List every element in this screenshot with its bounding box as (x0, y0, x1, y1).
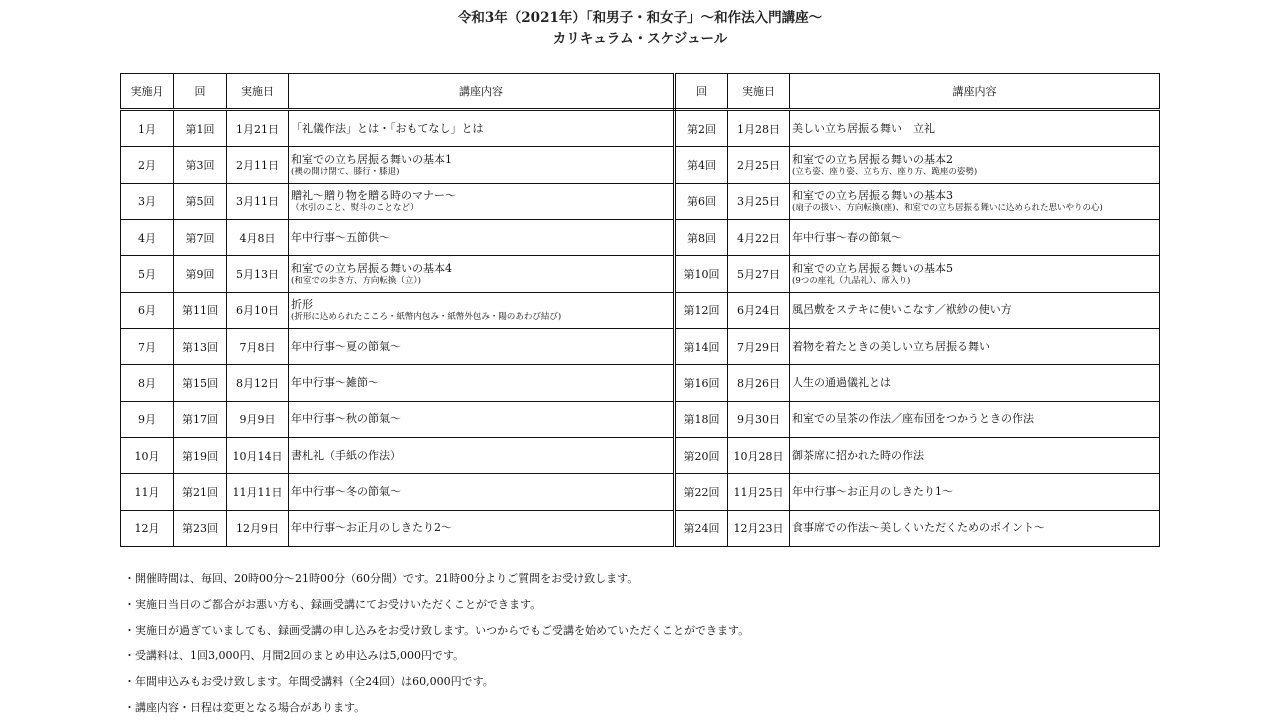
header-session: 回 (174, 74, 227, 110)
content-cell-title: 人生の通過儀礼とは (792, 375, 891, 389)
note-item: ・開催時間は、毎回、20時00分～21時00分（60分間）です。21時00分よりご質問をお受け致します。 (124, 572, 639, 585)
month-cell: 11月 (121, 474, 174, 510)
title-line-2: カリキュラム・スケジュール (552, 31, 728, 47)
note-item: ・受講料は、1回3,000円、月間2回のまとめ申込みは5,000円です。 (124, 649, 465, 663)
session-cell: 第19回 (174, 437, 227, 473)
session-cell: 第3回 (174, 147, 227, 183)
header-date-2: 実施日 (728, 74, 790, 110)
date-cell: 11月11日 (227, 474, 289, 510)
table-row (121, 329, 1160, 365)
content-cell-title: 和室での立ち居振る舞いの基本3 (792, 188, 953, 202)
content-cell (289, 401, 675, 437)
session-cell: 第24回 (675, 510, 728, 546)
table-row (121, 183, 1160, 219)
title-line-1: 令和3年（2021年）「和男子・和女子」～和作法入門講座～ (457, 10, 823, 26)
content-cell (790, 401, 1160, 437)
date-cell: 4月8日 (227, 220, 289, 256)
date-cell: 2月25日 (728, 147, 790, 183)
table-row (121, 401, 1160, 437)
content-cell-title: 和室での呈茶の作法／座布団をつかうときの作法 (792, 412, 1034, 426)
content-cell-detail: (折形に込められたこころ・紙幣内包み・紙幣外包み・陽のあわび結び) (291, 311, 562, 322)
session-cell: 第13回 (174, 329, 227, 365)
content-cell-title: 風呂敷をステキに使いこなす／袱紗の使い方 (792, 303, 1012, 317)
date-cell: 7月29日 (728, 329, 790, 365)
session-cell: 第22回 (675, 474, 728, 510)
table-row (121, 110, 1160, 147)
content-cell (790, 292, 1160, 328)
content-cell-title: 美しい立ち居振る舞い 立礼 (792, 121, 935, 135)
content-cell-title: 着物を着たときの美しい立ち居振る舞い (792, 339, 990, 353)
note-item: ・実施日が過ぎていましても、録画受講の申し込みをお受け致します。いつからでもご受講を始めていただくことができます。 (124, 623, 750, 637)
content-cell-title: 年中行事～冬の節氣～ (291, 484, 401, 498)
note-item: ・講座内容・日程は変更となる場合があります。 (124, 700, 366, 714)
session-cell: 第15回 (174, 365, 227, 401)
table-row (121, 474, 1160, 510)
content-cell-title: 和室での立ち居振る舞いの基本5 (792, 261, 953, 275)
content-cell-title: 書札礼（手紙の作法） (291, 448, 401, 462)
document-title (0, 8, 1280, 50)
content-cell (790, 183, 1160, 219)
date-cell: 8月26日 (728, 365, 790, 401)
content-cell-title: 年中行事～夏の節氣～ (291, 339, 401, 353)
header-month: 実施月 (121, 74, 174, 110)
table-row (121, 147, 1160, 183)
content-cell (790, 110, 1160, 147)
content-cell (289, 437, 675, 473)
session-cell: 第6回 (675, 183, 728, 219)
content-cell (790, 329, 1160, 365)
table-header-row (121, 74, 1160, 110)
date-cell: 11月25日 (728, 474, 790, 510)
content-cell-title: 和室での立ち居振る舞いの基本4 (291, 261, 452, 275)
table-row (121, 510, 1160, 546)
table-row (121, 365, 1160, 401)
month-cell: 8月 (121, 365, 174, 401)
date-cell: 8月12日 (227, 365, 289, 401)
content-cell-title: 贈礼～贈り物を贈る時のマナー～ (291, 188, 456, 202)
date-cell: 12月9日 (227, 510, 289, 546)
month-cell: 7月 (121, 329, 174, 365)
date-cell: 3月25日 (728, 183, 790, 219)
content-cell-title: 折形 (291, 297, 313, 311)
session-cell: 第5回 (174, 183, 227, 219)
date-cell: 1月21日 (227, 110, 289, 147)
date-cell: 5月13日 (227, 256, 289, 292)
session-cell: 第9回 (174, 256, 227, 292)
month-cell: 5月 (121, 256, 174, 292)
date-cell: 7月8日 (227, 329, 289, 365)
content-cell-detail: (襖の開け閉て、膝行・膝退) (291, 166, 400, 177)
date-cell: 12月23日 (728, 510, 790, 546)
content-cell (790, 437, 1160, 473)
month-cell: 6月 (121, 292, 174, 328)
content-cell-detail: (立ち姿、座り姿、立ち方、座り方、跪座の姿勢) (792, 166, 978, 177)
content-cell-title: 年中行事～お正月のしきたり2～ (291, 521, 452, 535)
table-row (121, 220, 1160, 256)
content-cell-title: 「礼儀作法」とは・「おもてなし」とは (291, 121, 484, 135)
session-cell: 第18回 (675, 401, 728, 437)
header-content-2: 講座内容 (790, 74, 1160, 110)
content-cell (790, 510, 1160, 546)
content-cell-title: 年中行事～春の節氣～ (792, 230, 902, 244)
date-cell: 10月14日 (227, 437, 289, 473)
content-cell-title: 年中行事～五節供～ (291, 230, 390, 244)
table-row (121, 292, 1160, 328)
session-cell: 第10回 (675, 256, 728, 292)
content-cell (289, 510, 675, 546)
date-cell: 5月27日 (728, 256, 790, 292)
content-cell (790, 147, 1160, 183)
note-item: ・年間申込みもお受け致します。年間受講料（全24回）は60,000円です。 (124, 675, 494, 689)
date-cell: 10月28日 (728, 437, 790, 473)
month-cell: 1月 (121, 110, 174, 147)
header-session-2: 回 (675, 74, 728, 110)
content-cell (289, 474, 675, 510)
session-cell: 第14回 (675, 329, 728, 365)
session-cell: 第7回 (174, 220, 227, 256)
schedule-table (120, 73, 1160, 547)
content-cell (289, 292, 675, 328)
notes-list (124, 566, 1224, 721)
content-cell (289, 147, 675, 183)
content-cell (790, 220, 1160, 256)
session-cell: 第4回 (675, 147, 728, 183)
date-cell: 1月28日 (728, 110, 790, 147)
date-cell: 4月22日 (728, 220, 790, 256)
session-cell: 第20回 (675, 437, 728, 473)
session-cell: 第2回 (675, 110, 728, 147)
note-item: ・実施日当日のご都合がお悪い方も、録画受講にてお受けいただくことができます。 (124, 597, 542, 611)
session-cell: 第8回 (675, 220, 728, 256)
session-cell: 第12回 (675, 292, 728, 328)
content-cell-title: 御茶席に招かれた時の作法 (792, 448, 924, 462)
session-cell: 第11回 (174, 292, 227, 328)
content-cell-detail: (9つの座礼（九品礼）、席入り) (792, 275, 911, 286)
date-cell: 9月30日 (728, 401, 790, 437)
header-content: 講座内容 (289, 74, 675, 110)
content-cell (289, 183, 675, 219)
month-cell: 3月 (121, 183, 174, 219)
session-cell: 第17回 (174, 401, 227, 437)
content-cell-detail: (扇子の扱い、方向転換(座)、和室での立ち居振る舞いに込められた思いやりの心) (792, 202, 1103, 213)
content-cell (790, 474, 1160, 510)
content-cell (289, 365, 675, 401)
content-cell (289, 220, 675, 256)
table-row (121, 437, 1160, 473)
content-cell (289, 110, 675, 147)
content-cell-detail: (和室での歩き方、方向転換（立）) (291, 275, 421, 286)
month-cell: 10月 (121, 437, 174, 473)
session-cell: 第21回 (174, 474, 227, 510)
table-row (121, 256, 1160, 292)
session-cell: 第23回 (174, 510, 227, 546)
content-cell (289, 329, 675, 365)
month-cell: 2月 (121, 147, 174, 183)
content-cell (790, 365, 1160, 401)
date-cell: 6月24日 (728, 292, 790, 328)
date-cell: 2月11日 (227, 147, 289, 183)
content-cell-title: 和室での立ち居振る舞いの基本2 (792, 152, 953, 166)
header-date: 実施日 (227, 74, 289, 110)
content-cell (289, 256, 675, 292)
content-cell-title: 和室での立ち居振る舞いの基本1 (291, 152, 452, 166)
session-cell: 第1回 (174, 110, 227, 147)
date-cell: 3月11日 (227, 183, 289, 219)
month-cell: 9月 (121, 401, 174, 437)
content-cell-detail: （水引のこと、熨斗のことなど） (291, 202, 419, 213)
content-cell-title: 年中行事～雑節～ (291, 375, 379, 389)
month-cell: 12月 (121, 510, 174, 546)
content-cell-title: 食事席での作法～美しくいただくためのポイント～ (792, 521, 1045, 535)
content-cell-title: 年中行事～秋の節氣～ (291, 412, 401, 426)
month-cell: 4月 (121, 220, 174, 256)
date-cell: 9月9日 (227, 401, 289, 437)
content-cell-title: 年中行事～お正月のしきたり1～ (792, 484, 953, 498)
date-cell: 6月10日 (227, 292, 289, 328)
content-cell (790, 256, 1160, 292)
session-cell: 第16回 (675, 365, 728, 401)
